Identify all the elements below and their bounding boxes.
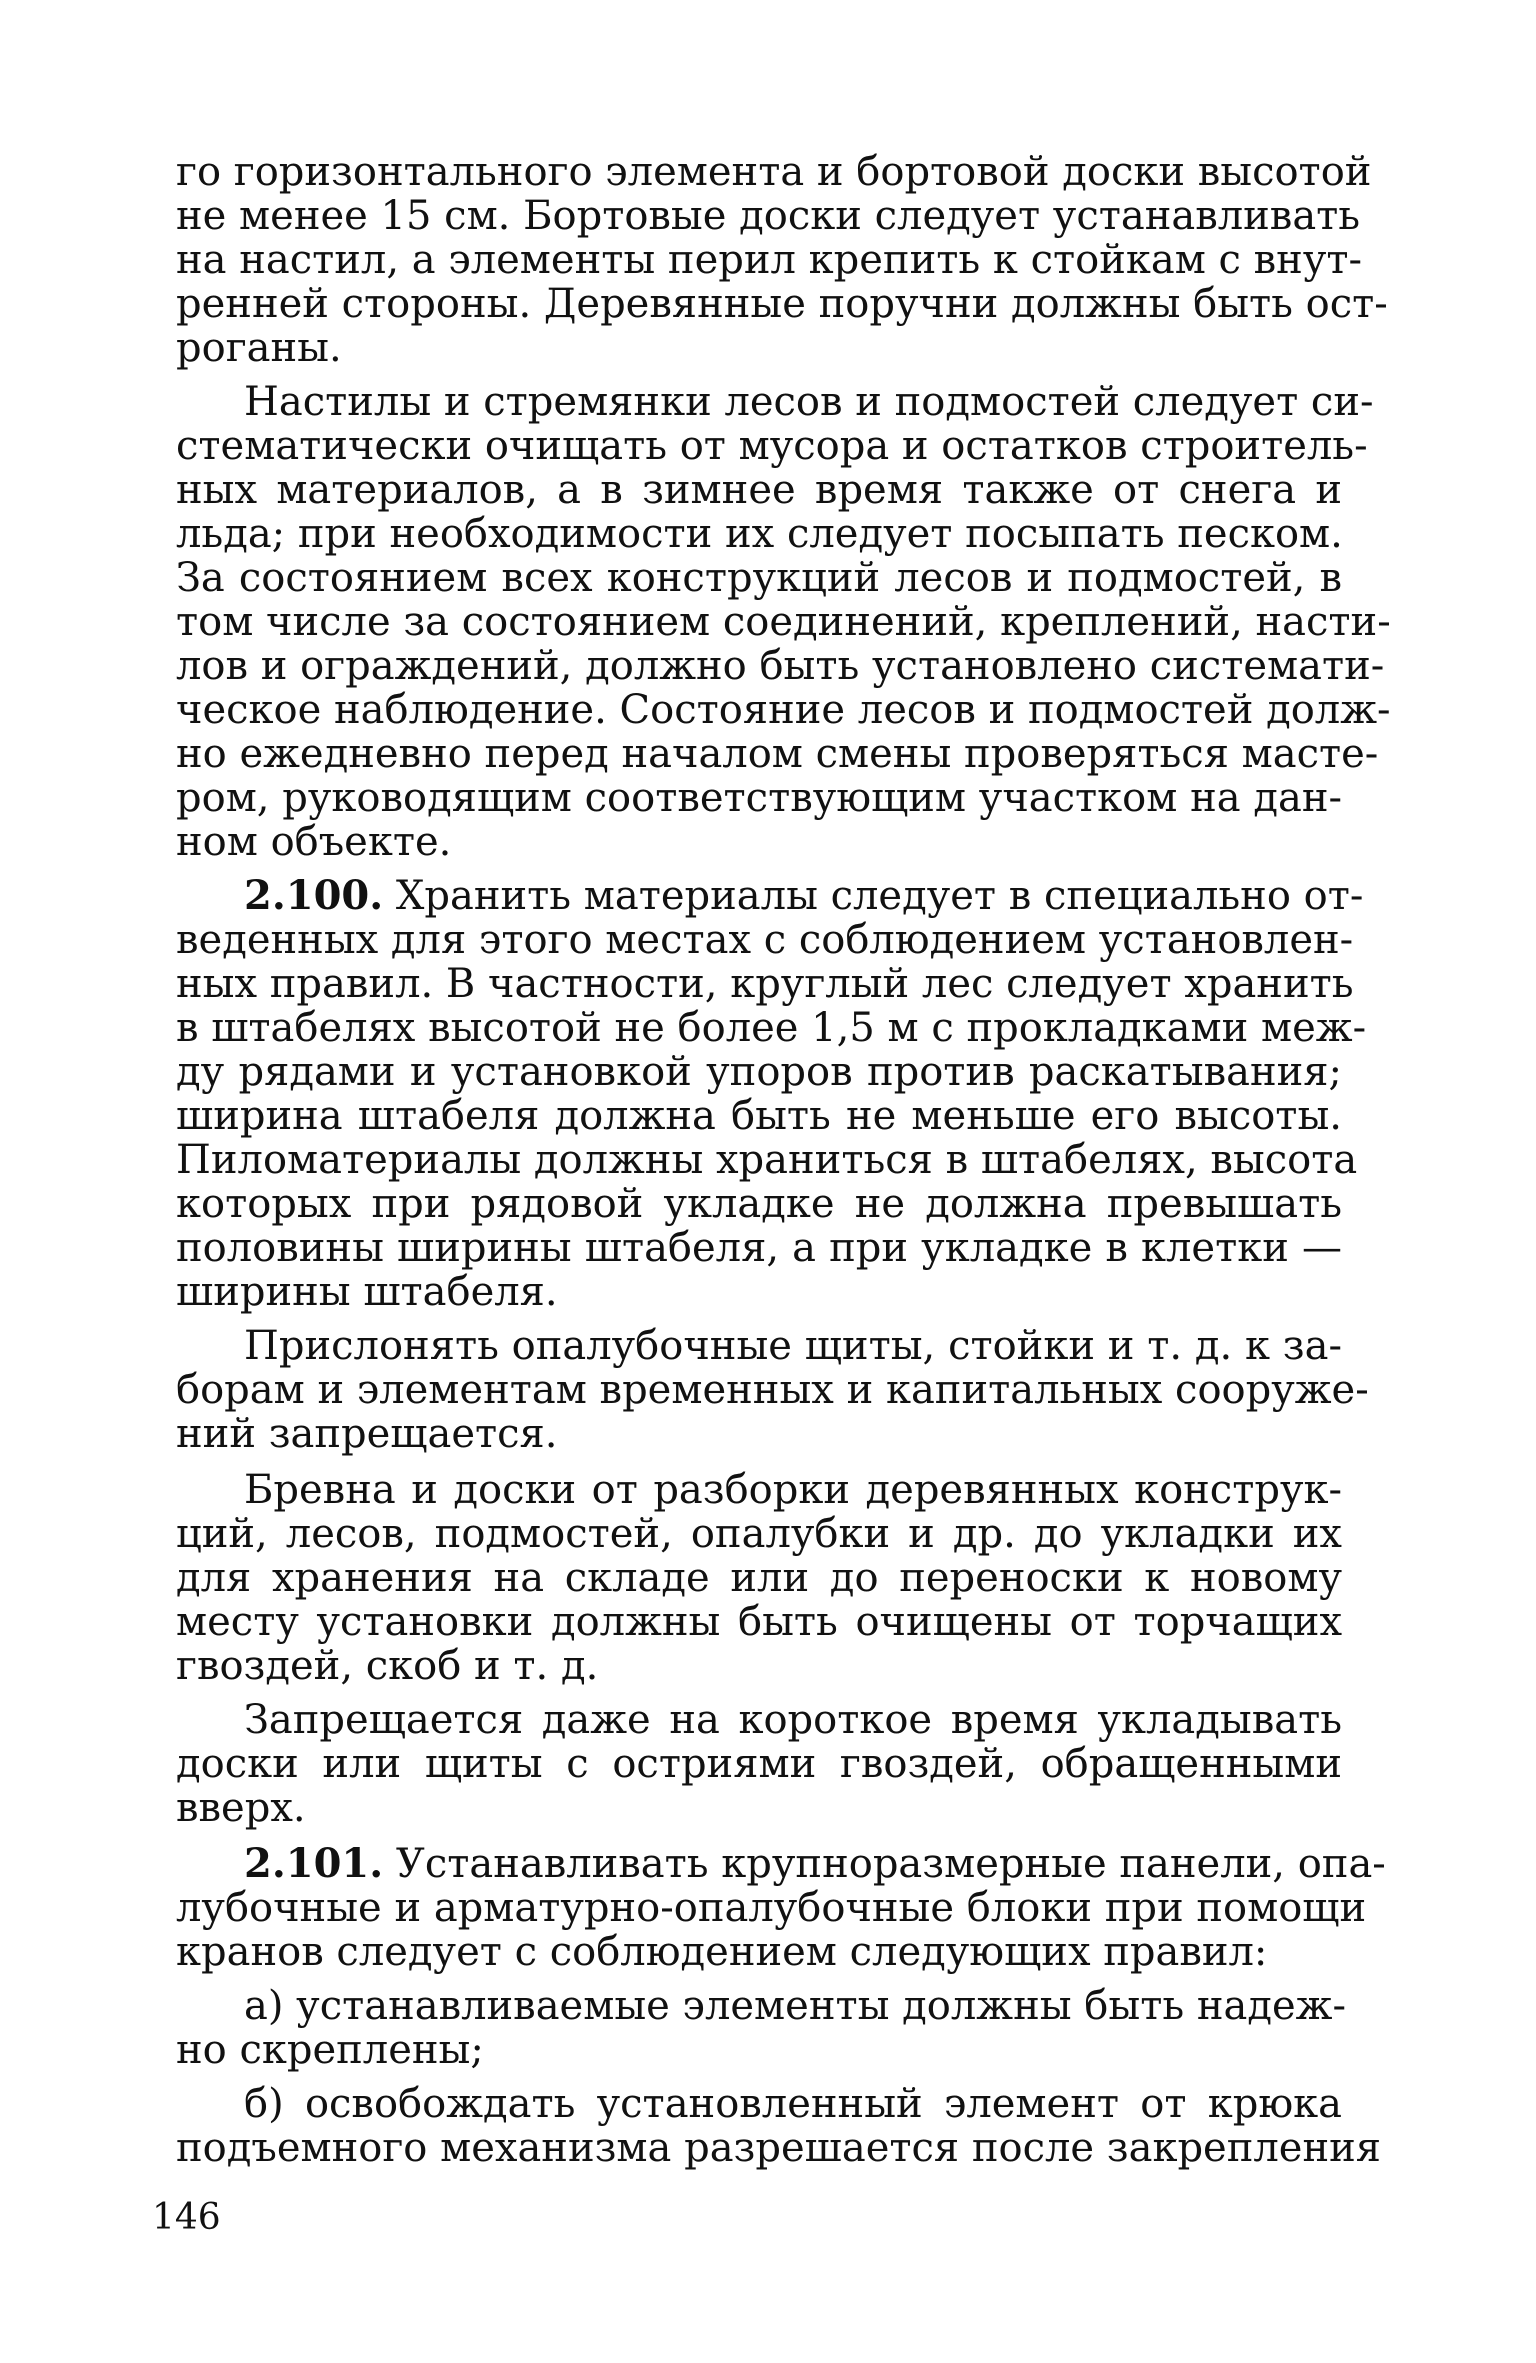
section-number: 2.100. xyxy=(244,872,384,919)
text-line: ром, руководящим соответствующим участком на дан- xyxy=(176,775,1342,821)
text-line: веденных для этого местах с соблюдением установлен- xyxy=(176,917,1354,963)
text-line: За состоянием всех конструкций лесов и подмостей, в xyxy=(176,555,1342,601)
text-line: льда; при необходимости их следует посыпать песком. xyxy=(176,511,1343,557)
text-line: не менее 15 см. Бортовые доски следует устанавливать xyxy=(176,193,1361,239)
text-line: месту установки должны быть очищены от торчащих xyxy=(176,1599,1342,1645)
text-line xyxy=(176,872,1364,919)
list-item-b xyxy=(176,2081,1382,2171)
section-2-101 xyxy=(176,1840,1386,1975)
section-2-100 xyxy=(176,872,1367,1315)
text-line: а) устанавливаемые элементы должны быть надеж- xyxy=(244,1983,1346,2029)
text-line: кранов следует с соблюдением следующих правил: xyxy=(176,1929,1268,1975)
page-number: 146 xyxy=(152,2197,221,2238)
text-line: половины ширины штабеля, а при укладке в клетки — xyxy=(176,1225,1342,1271)
text-line: ных материалов, а в зимнее время также от снега и xyxy=(176,467,1342,513)
text-line: ренней стороны. Деревянные поручни должны быть ост- xyxy=(176,281,1388,327)
text-line: ций, лесов, подмостей, опалубки и др. до укладки их xyxy=(176,1511,1342,1557)
text-line: ных правил. В частности, круглый лес следует хранить xyxy=(176,961,1354,1007)
text-line: Бревна и доски от разборки деревянных конструк- xyxy=(244,1467,1342,1513)
text-line: в штабелях высотой не более 1,5 м с прокладками меж- xyxy=(176,1005,1367,1051)
text-line: борам и элементам временных и капитальных сооруже- xyxy=(176,1367,1369,1413)
text-span: Хранить материалы следует в специально от- xyxy=(395,873,1364,919)
document-page xyxy=(176,149,1391,2171)
text-line: Прислонять опалубочные щиты, стойки и т. д. к за- xyxy=(244,1323,1342,1369)
text-line: Настилы и стремянки лесов и подмостей следует си- xyxy=(244,379,1374,425)
text-line: б) освобождать установленный элемент от крюка xyxy=(244,2081,1342,2127)
text-span: Устанавливать крупноразмерные панели, опа- xyxy=(395,1841,1386,1887)
text-line: гвоздей, скоб и т. д. xyxy=(176,1643,599,1689)
text-line: ном объекте. xyxy=(176,819,452,865)
text-line: го горизонтального элемента и бортовой доски высотой xyxy=(176,149,1372,195)
text-line: для хранения на складе или до переноски к новому xyxy=(176,1555,1342,1601)
text-line: но скреплены; xyxy=(176,2027,484,2073)
text-line: том числе за состоянием соединений, креплений, насти- xyxy=(176,599,1391,645)
paragraph xyxy=(176,149,1388,371)
paragraph xyxy=(176,1468,1342,1688)
text-line: подъемного механизма разрешается после закрепления xyxy=(176,2125,1382,2171)
list-item-a xyxy=(176,1983,1346,2073)
text-line xyxy=(176,1840,1386,1887)
paragraph xyxy=(176,1698,1342,1830)
text-line: роганы. xyxy=(176,325,342,371)
text-line: доски или щиты с остриями гвоздей, обращенными xyxy=(176,1741,1342,1787)
text-line: лов и ограждений, должно быть установлено системати- xyxy=(176,643,1385,689)
text-line: но ежедневно перед началом смены проверяться масте- xyxy=(176,731,1379,777)
text-line: ширины штабеля. xyxy=(176,1269,558,1315)
paragraph xyxy=(176,379,1391,865)
text-line: ний запрещается. xyxy=(176,1411,558,1457)
text-line: ческое наблюдение. Состояние лесов и подмостей долж- xyxy=(176,687,1391,733)
text-line: Запрещается даже на короткое время укладывать xyxy=(244,1697,1342,1743)
text-line: стематически очищать от мусора и остатков строитель- xyxy=(176,423,1368,469)
text-line: ширина штабеля должна быть не меньше его высоты. xyxy=(176,1093,1342,1139)
section-number: 2.101. xyxy=(244,1840,384,1887)
paragraph xyxy=(176,1323,1369,1457)
text-line: на настил, а элементы перил крепить к стойкам с внут- xyxy=(176,237,1363,283)
text-line: вверх. xyxy=(176,1785,306,1831)
text-line: ду рядами и установкой упоров против раскатывания; xyxy=(176,1049,1342,1095)
text-line: которых при рядовой укладке не должна превышать xyxy=(176,1181,1342,1227)
text-line: лубочные и арматурно-опалубочные блоки при помощи xyxy=(176,1885,1367,1931)
text-line: Пиломатериалы должны храниться в штабелях, высота xyxy=(176,1137,1358,1183)
